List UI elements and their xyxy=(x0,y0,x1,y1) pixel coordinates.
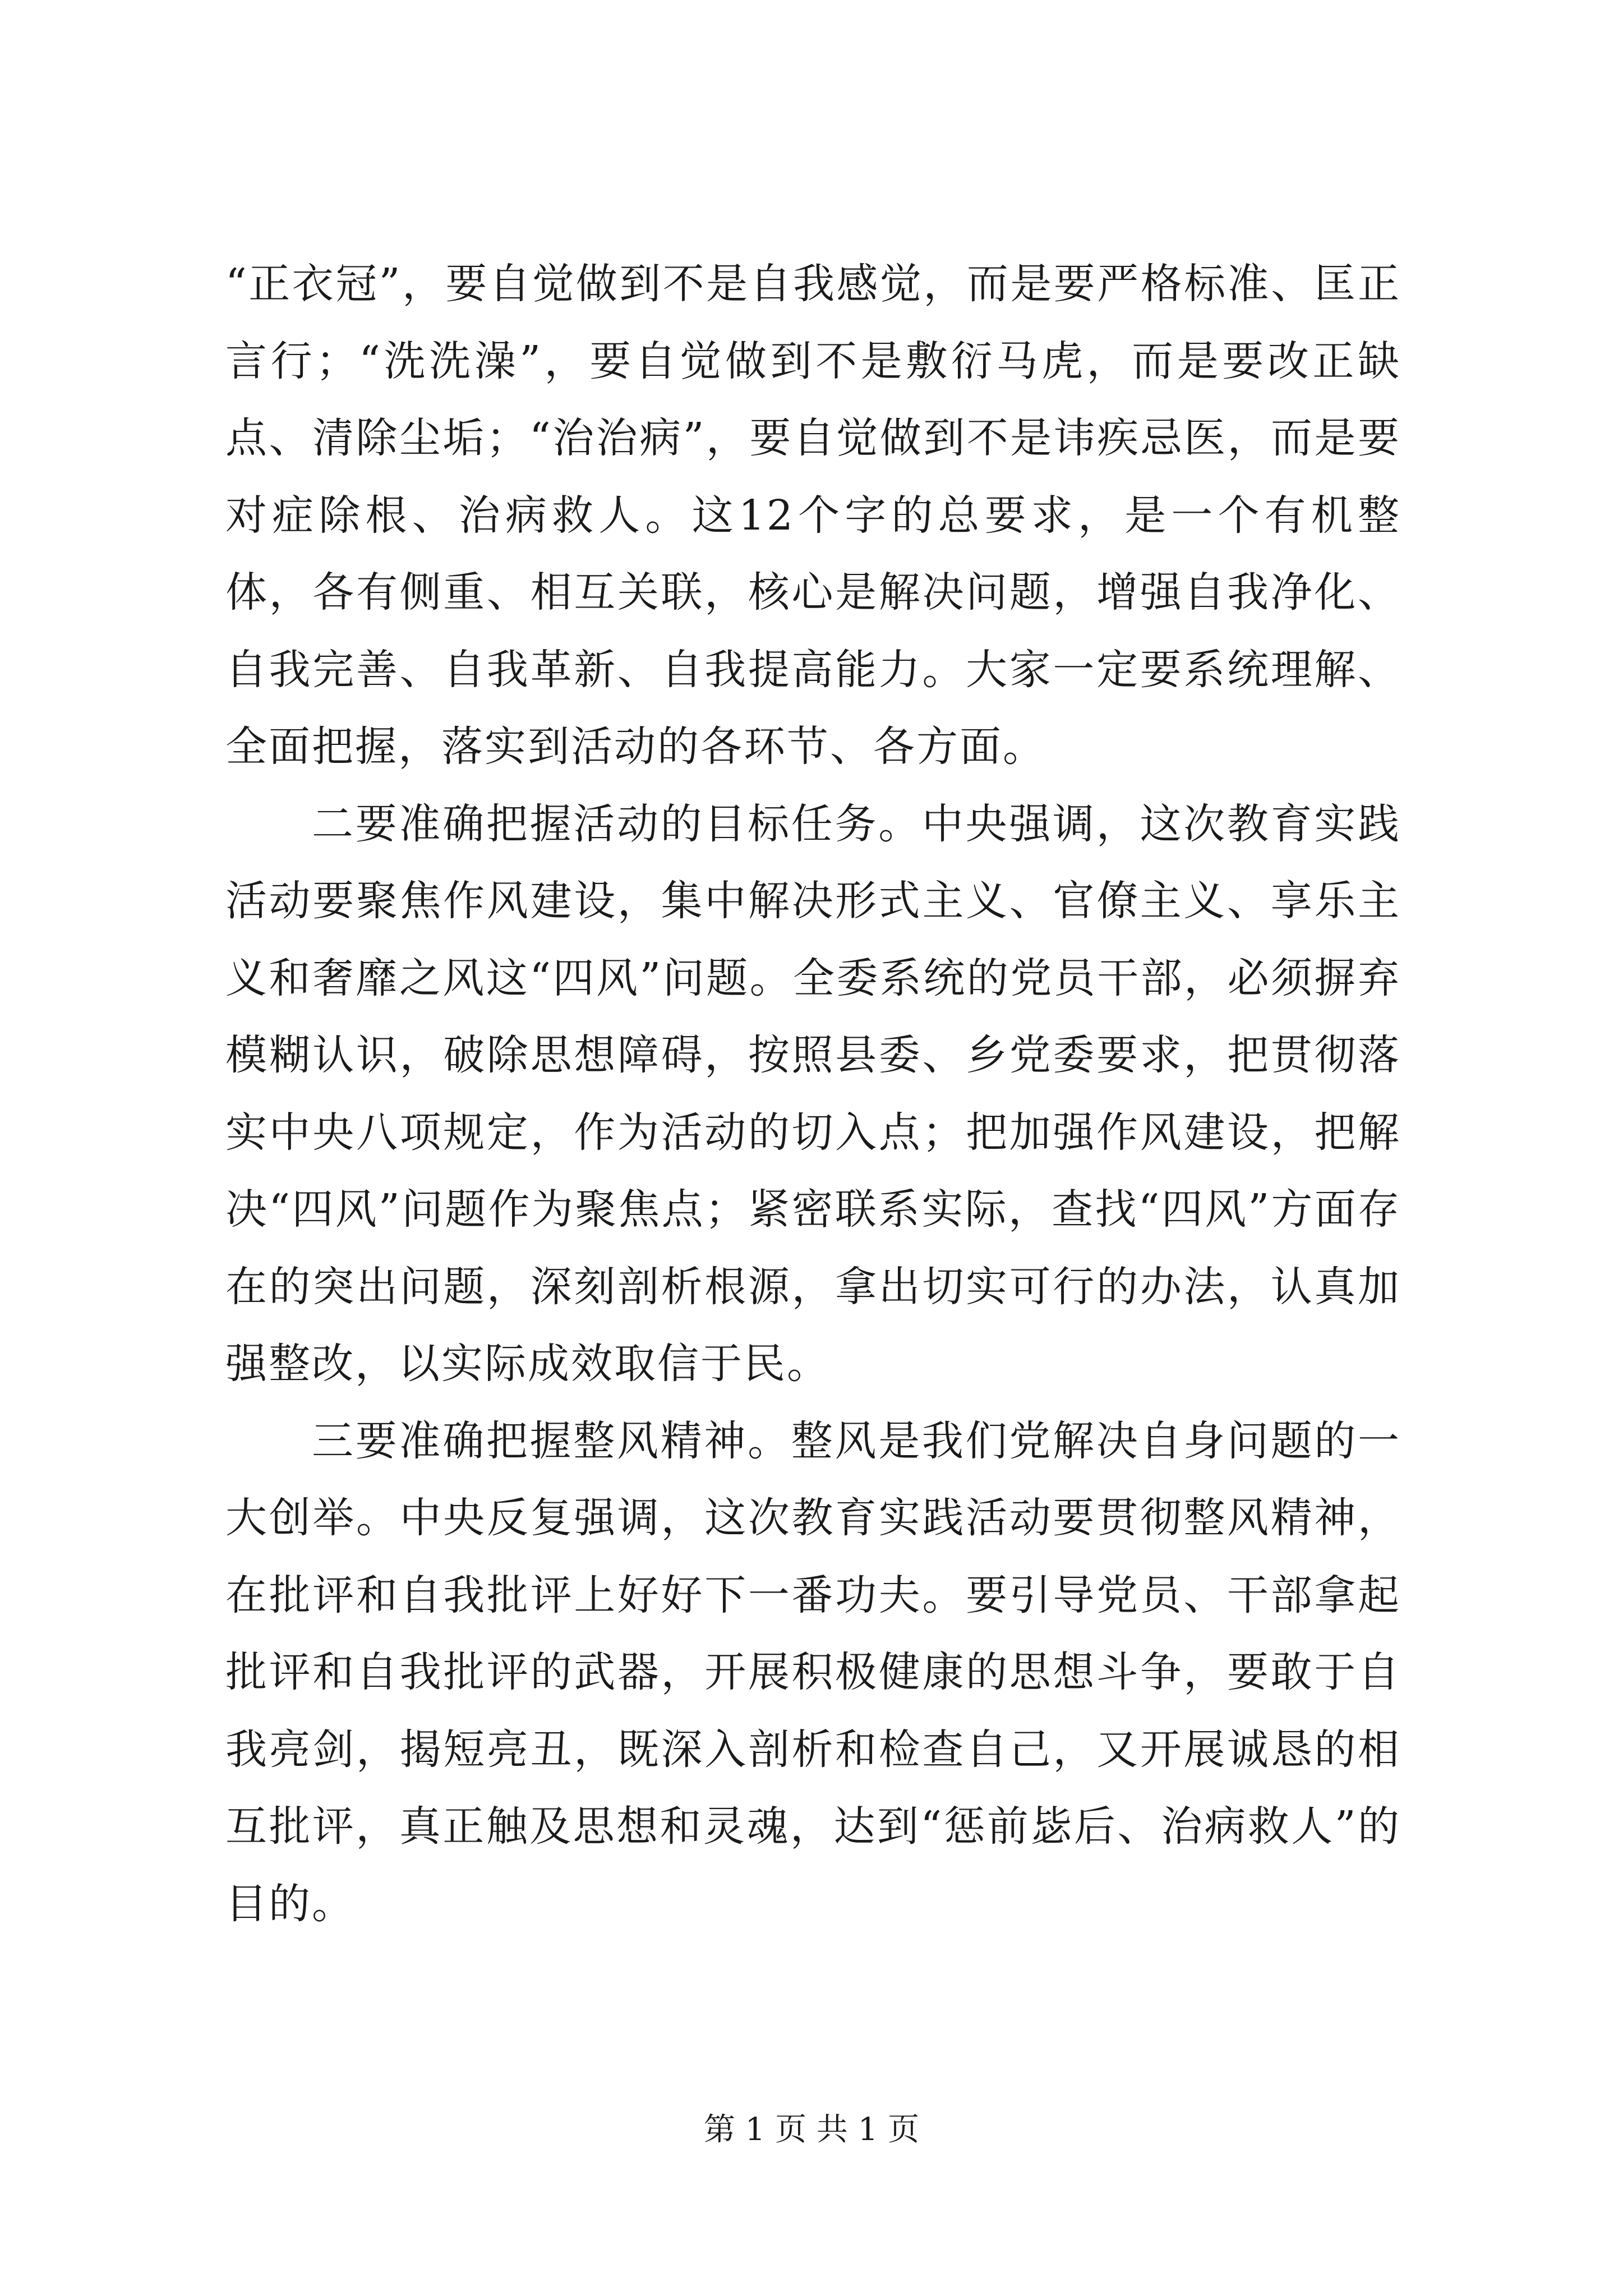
document-body xyxy=(225,246,1401,1943)
paragraph-continuation: “正衣冠”，要自觉做到不是自我感觉，而是要严格标准、匡正言行；“洗洗澡”，要自觉做到不是敷衍马虎，而是要改正缺点、清除尘垢；“治治病”，要自觉做到不是讳疾忌医，而是要对症除根、治病救人。这12个字的总要求，是一个有机整体，各有侧重、相互关联，核心是解决问题，增强自我净化、自我完善、自我革新、自我提高能力。大家一定要系统理解、全面把握，落实到活动的各环节、各方面。 xyxy=(225,260,1401,771)
paragraph-goal-tasks: 二要准确把握活动的目标任务。中央强调，这次教育实践活动要聚焦作风建设，集中解决形式主义、官僚主义、享乐主义和奢靡之风这“四风”问题。全委系统的党员干部，必须摒弃模糊认识，破除思想障碍，按照县委、乡党委要求，把贯彻落实中央八项规定，作为活动的切入点；把加强作风建设，把解决“四风”问题作为聚焦点；紧密联系实际，查找“四风”方面存在的突出问题，深刻剖析根源，拿出切实可行的办法，认真加强整改，以实际成效取信于民。 xyxy=(225,799,1401,1388)
paragraph-rectification-spirit: 三要准确把握整风精神。整风是我们党解决自身问题的一大创举。中央反复强调，这次教育实践活动要贯彻整风精神，在批评和自我批评上好好下一番功夫。要引导党员、干部拿起批评和自我批评的武器，开展积极健康的思想斗争，要敢于自我亮剑，揭短亮丑，既深入剖析和检查自己，又开展诚恳的相互批评，真正触及思想和灵魂，达到“惩前毖后、治病救人”的目的。 xyxy=(225,1416,1401,1928)
page-footer: 第 1 页 共 1 页 xyxy=(703,2111,920,2148)
